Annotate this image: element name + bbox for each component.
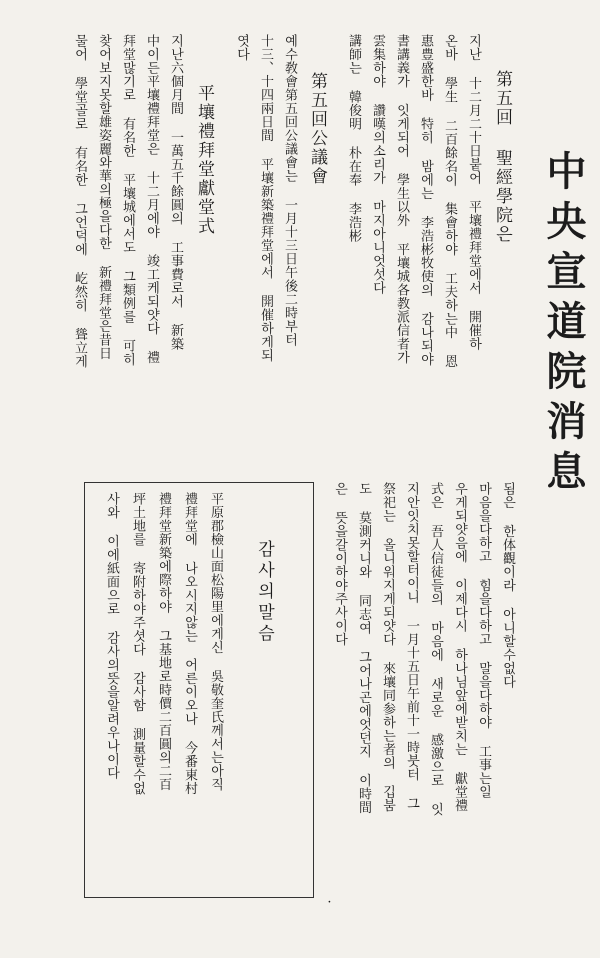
continuation-line-1: 됨은 한体觀이라 아니할수없다 xyxy=(500,482,515,689)
dedication-heading: 平壤禮拜堂獻堂式 xyxy=(194,84,214,236)
page-mark: · xyxy=(322,895,337,911)
bible-school-line-2: 온바 學生 二百餘名이 集會하야 工夫하는中 恩 xyxy=(442,34,457,368)
continuation-line-5: 지안잇치못할터이니 一月十五日午前十一時붓터 그 xyxy=(404,482,419,810)
council-heading: 第五回公議會 xyxy=(307,72,327,186)
dedication-line-3: 拜堂많기로 有名한 平壤城에서도 그類例를 可히 xyxy=(120,34,135,366)
dedication-line-4: 찾어보지못할雄姿麗와華의極을다한 新禮拜堂은昔日 xyxy=(96,34,111,360)
council-line-2: 十三、十四兩日間 平壤新築禮拜堂에서 開催하게되 xyxy=(258,34,273,362)
continuation-line-8: 은 뜻을갈이하야주사이다 xyxy=(332,482,347,646)
continuation-line-6: 祭祀는 올니워지게되얏다 來壤同参하는者의 깁붐 xyxy=(380,482,395,812)
dedication-line-2: 中이든平壤禮拜堂은 十二月에야 竣工케되얏다 禮 xyxy=(144,34,159,364)
continuation-line-2: 마음을다하고 힘을다하고 말을다하야 工事는일 xyxy=(476,482,491,799)
page-title: 中央宣道院消息 xyxy=(540,150,587,500)
council-line-1: 예수敎會第五回公議會는 一月十三日午後二時부터 xyxy=(282,34,297,347)
bible-school-line-1: 지난 十二月二十日붙어 平壤禮拜堂에서 開催하 xyxy=(466,34,481,351)
bible-school-line-6: 講師는 韓俊明 朴在奉 李浩彬 xyxy=(346,34,361,243)
thanks-line-3: 禮拜堂新築에際하야 그基地로時價二百圓의二百 xyxy=(156,492,171,791)
continuation-line-7: 도 莫測커니와 同志여 그어나곤에엇던지 이時間 xyxy=(356,482,371,814)
bible-school-line-3: 惠豊盛한바 特히 밤에는 李浩彬牧使의 감나되야 xyxy=(418,34,433,366)
thanks-line-1: 平原郡檢山面松陽里에게신 吳敬奎氏께서는아직 xyxy=(208,492,223,791)
dedication-line-5: 물어 學堂골로 有名한 그언덕에 屹然히 聳立게 xyxy=(72,34,87,368)
dedication-line-1: 지난六個月間 一萬五千餘圓의 工事費로서 新築 xyxy=(168,34,183,351)
thanks-line-4: 坪土地를 寄附하야주셧다 감사함 測量할수없 xyxy=(130,492,145,795)
thanks-line-2: 禮拜堂에 나오시지않는 어른이오나 今番東村 xyxy=(182,492,197,795)
thanks-heading: 감사의말슴 xyxy=(254,540,274,645)
continuation-line-3: 우게되얏음에 이제다시 하나님앞에받치는 獻堂禮 xyxy=(452,482,467,812)
bible-school-line-4: 書講義가 잇게되어 學生以外 平壤城各教派信者가 xyxy=(394,34,409,364)
bible-school-heading: 第五回 聖經學院은 xyxy=(492,70,512,244)
bible-school-line-5: 雲集하야 讚嘆의소리가 마지아니엇섯다 xyxy=(370,34,385,295)
council-line-3: 엿다 xyxy=(234,34,249,61)
continuation-line-4: 式은 吾人信徒들의 마음에 새로운 感激으로 잇 xyxy=(428,482,443,816)
thanks-line-5: 사와 이에紙面으로 감사의뜻을알려우나이다 xyxy=(104,492,119,780)
